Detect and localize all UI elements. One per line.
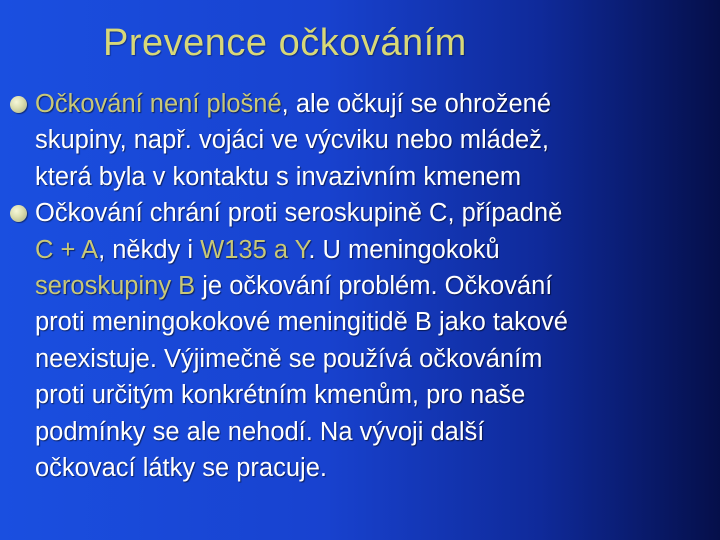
highlighted-text: C + A	[35, 235, 99, 264]
bullet-line: proti meningokokové meningitidě B jako takové	[35, 308, 568, 337]
bullet-dot-icon	[10, 96, 27, 113]
bullet-line: skupiny, např. vojáci ve výcviku nebo mládež,	[35, 126, 550, 155]
slide-title: Prevence očkováním	[103, 22, 467, 64]
bullet-item-serogroups	[0, 195, 720, 486]
highlighted-text: W135 a Y	[200, 235, 309, 264]
line-text: je očkování problém. Očkování	[195, 272, 553, 301]
highlighted-text: Očkování není plošné	[35, 90, 282, 118]
line-text: , někdy i	[98, 235, 201, 264]
bullet-line: proti určitým konkrétním kmenům, pro naše	[35, 381, 526, 410]
line-text: . U meningokoků	[308, 235, 500, 264]
bullet-list	[0, 86, 720, 486]
highlighted-text: seroskupiny B	[35, 272, 196, 301]
bullet-line: Očkování chrání proti seroskupině C, případně	[35, 199, 563, 228]
bullet-line: očkovací látky se pracuje.	[35, 454, 327, 483]
bullet-line: podmínky se ale nehodí. Na vývoji další	[35, 417, 485, 446]
bullet-line: neexistuje. Výjimečně se používá očkováním	[35, 344, 543, 373]
bullet-line	[0, 86, 720, 122]
bullet-item-vaccination-scope	[0, 86, 720, 195]
line-text: , ale očkují se ohrožené	[281, 90, 552, 118]
bullet-line	[0, 232, 720, 268]
bullet-line: která byla v kontaktu s invazivním kmenem	[35, 162, 522, 191]
bullet-line	[0, 268, 720, 304]
